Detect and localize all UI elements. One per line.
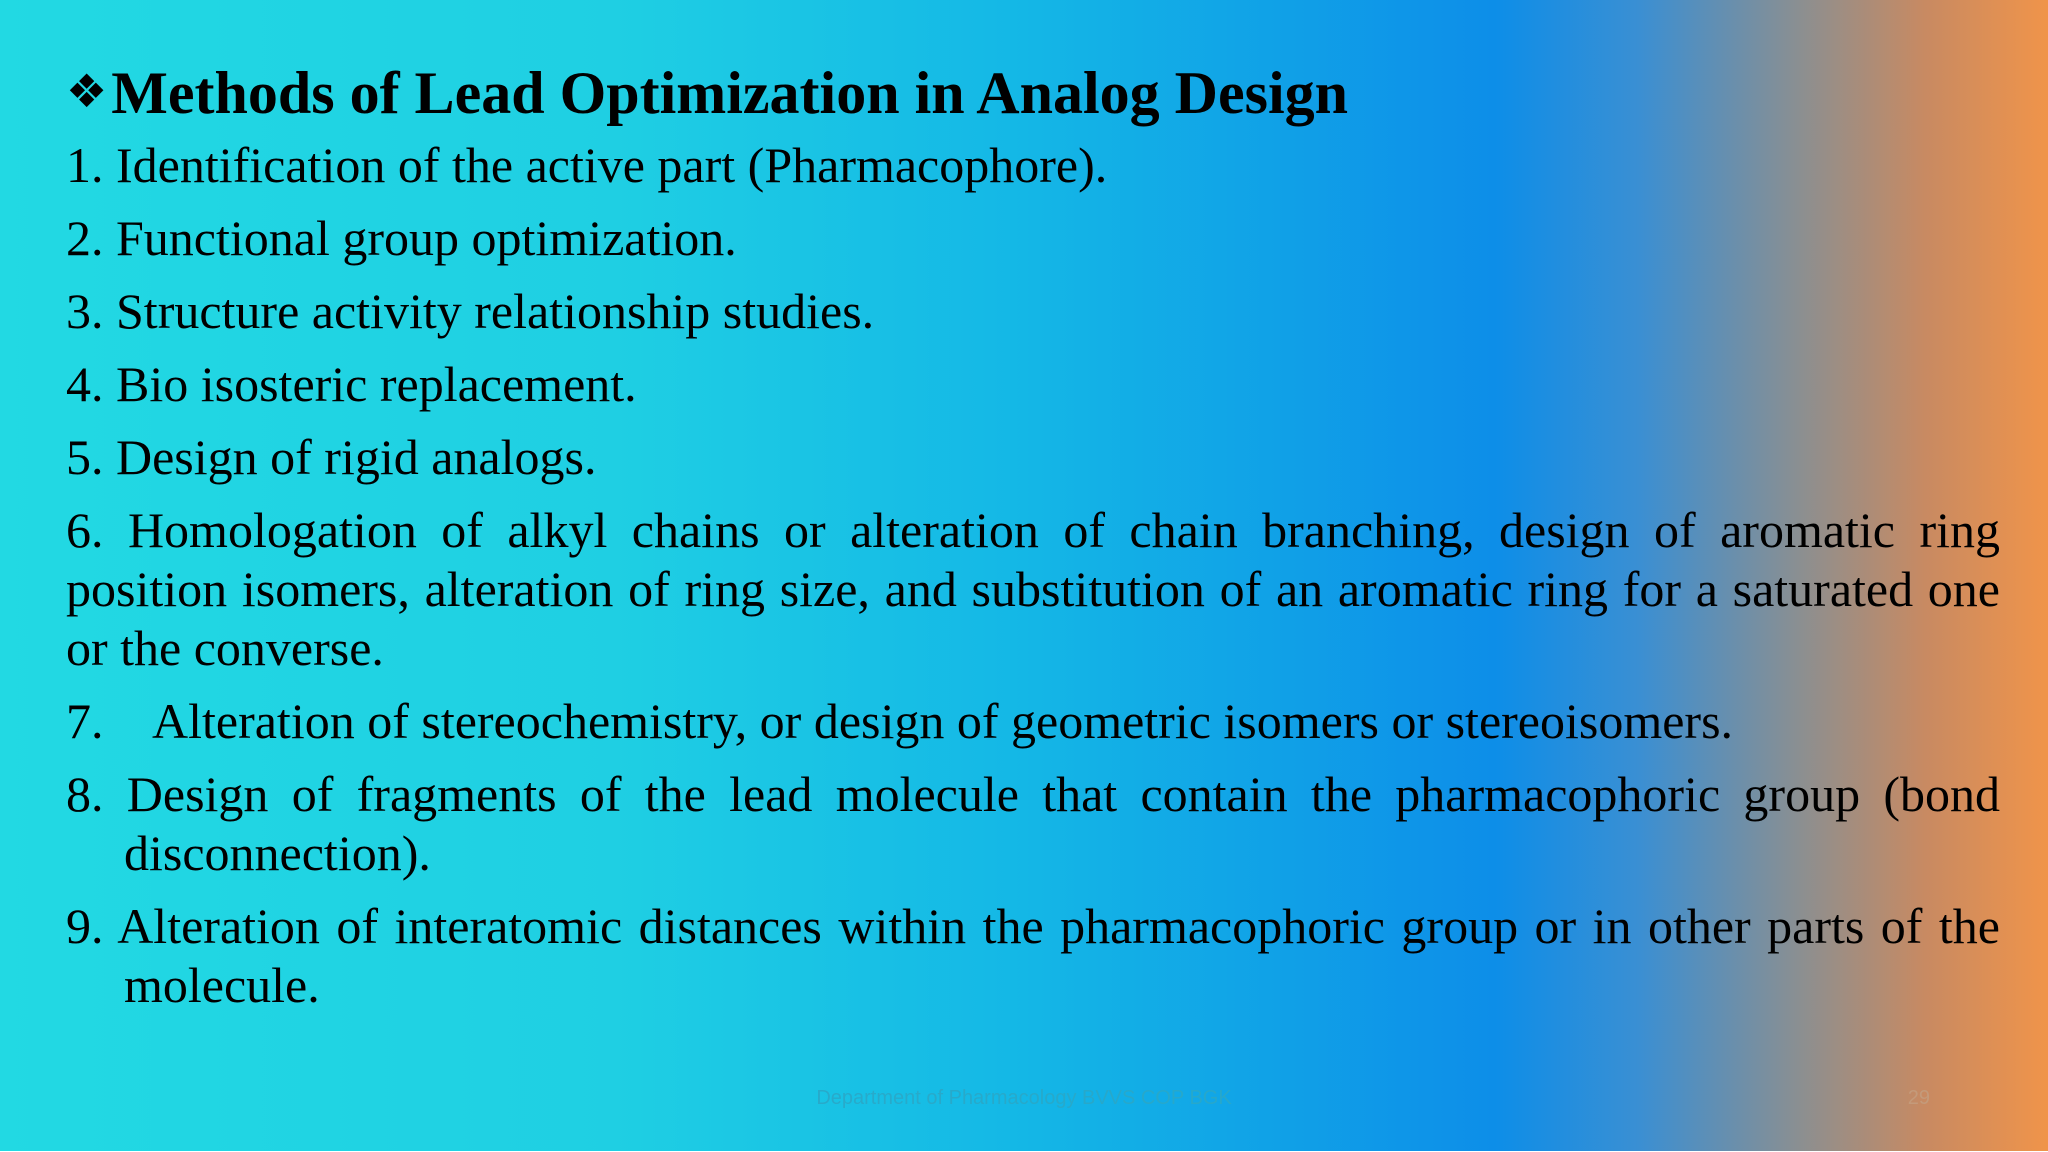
list-item-number: 9. xyxy=(66,898,104,954)
list-item-number: 5. xyxy=(66,429,104,485)
list-item-2 xyxy=(66,209,2000,282)
list-item-number: 4. xyxy=(66,356,104,412)
list-item-number: 6. xyxy=(66,502,104,558)
list-item-7 xyxy=(66,692,2000,765)
slide-footer: Department of Pharmacology BVVS COP BGK xyxy=(816,1087,1232,1109)
list-item-6 xyxy=(66,501,2000,678)
list-item-text: Identification of the active part (Pharmacophore). xyxy=(116,137,1108,193)
list-item-number: 3. xyxy=(66,283,104,339)
list-item-text: Structure activity relationship studies. xyxy=(116,283,875,339)
list-item-text: Design of rigid analogs. xyxy=(116,429,597,485)
list-item-text: Alteration of interatomic distances within the pharmacophoric group or in other parts of the molecule. xyxy=(117,898,2000,1013)
list-item-number: 2. xyxy=(66,210,104,266)
list-item-number: 8. xyxy=(66,766,104,822)
list-item-number: 7. xyxy=(66,693,104,749)
list-item-text: Bio isosteric replacement. xyxy=(116,356,637,412)
list-item-4 xyxy=(66,355,2000,428)
slide-page-number: 29 xyxy=(1907,1087,1930,1109)
list-item-text: Functional group optimization. xyxy=(116,210,737,266)
list-item-1 xyxy=(66,136,2000,209)
list-item-3 xyxy=(66,282,2000,355)
list-item-text: Alteration of stereochemistry, or design of geometric isomers or stereoisomers. xyxy=(152,693,1734,749)
list-item-text: Design of fragments of the lead molecule that contain the pharmacophoric group (bond disconnection). xyxy=(124,766,2000,881)
list-item-5 xyxy=(66,428,2000,501)
list-item-number: 1. xyxy=(66,137,104,193)
methods-list xyxy=(66,136,2000,1029)
slide-title xyxy=(66,52,2006,132)
diamond-bullet-icon: ❖ xyxy=(66,64,108,118)
list-item-8 xyxy=(66,765,2000,883)
list-item-text: Homologation of alkyl chains or alteration of chain branching, design of aromatic ring position isomers, alteration of ring size, and substitution of an aromatic ring for a saturated one or the converse. xyxy=(66,502,2000,676)
list-item-9 xyxy=(66,897,2000,1015)
slide-title-text: Methods of Lead Optimization in Analog Design xyxy=(111,60,1349,126)
